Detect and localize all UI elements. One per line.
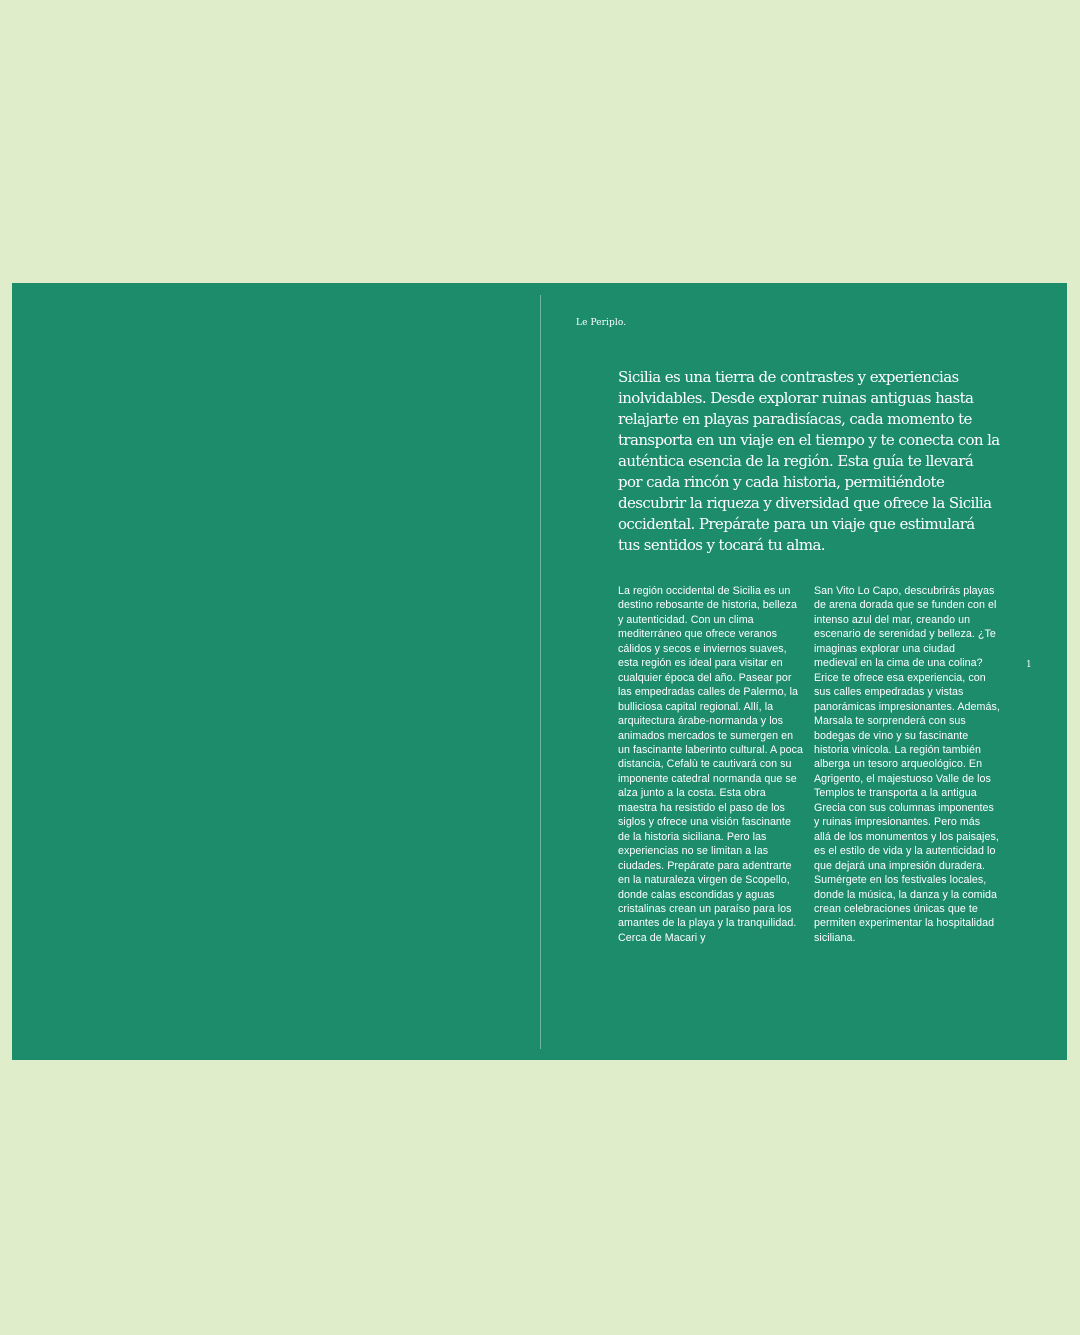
brand-logo: Le Periplo. (576, 318, 627, 328)
right-page (541, 283, 1067, 1060)
intro-paragraph: Sicilia es una tierra de contrastes y experiencias inolvidables. Desde explorar ruinas antiguas hasta relajarte en playas paradisíacas, cada momento te transporta en un viaje en el tiempo y te conecta con la auténtica esencia de la región. Esta guía te llevará por cada rincón y cada historia, permitiéndote descubrir la riqueza y diversidad que ofrece la Sicilia occidental. Prepárate para un viaje que estimulará tus sentidos y tocará tu alma. (618, 368, 1000, 554)
book-spread (12, 283, 1067, 1060)
left-page (12, 283, 540, 1060)
body-column-2: San Vito Lo Capo, descubrirás playas de arena dorada que se funden con el intenso azul del mar, creando un escenario de serenidad y belleza. ¿Te imaginas explorar una ciudad medieval en la cima de una colina? Erice te ofrece esa experiencia, con sus calles empedradas y vistas panorámicas impresionantes. Además, Marsala te sorprenderá con sus bodegas de vino y su fascinante historia vinícola. La región también alberga un tesoro arqueológico. En Agrigento, el majestuoso Valle de los Templos te transporta a la antigua Grecia con sus columnas imponentes y ruinas impresionantes. Pero más allá de los monumentos y los paisajes, es el estilo de vida y la autenticidad lo que dejará una impresión duradera. Sumérgete en los festivales locales, donde la música, la danza y la comida crean celebraciones únicas que te permiten experimentar la hospitalidad siciliana. (814, 585, 1000, 944)
body-column-1: La región occidental de Sicilia es un destino rebosante de historia, belleza y autenticidad. Con un clima mediterráneo que ofrece veranos cálidos y secos e inviernos suaves, esta región es ideal para visitar en cualquier época del año. Pasear por las empedradas calles de Palermo, la bulliciosa capital regional. Allí, la arquitectura árabe-normanda y los animados mercados te sumergen en un fascinante laberinto cultural. A poca distancia, Cefalù te cautivará con su imponente catedral normanda que se alza junto a la costa. Esta obra maestra ha resistido el paso de los siglos y ofrece una visión fascinante de la historia siciliana. Pero las experiencias no se limitan a las ciudades. Prepárate para adentrarte en la naturaleza virgen de Scopello, donde calas escondidas y aguas cristalinas crean un paraíso para los amantes de la playa y la tranquilidad. Cerca de Macari y (618, 585, 803, 944)
page-number: 1 (1026, 660, 1032, 670)
